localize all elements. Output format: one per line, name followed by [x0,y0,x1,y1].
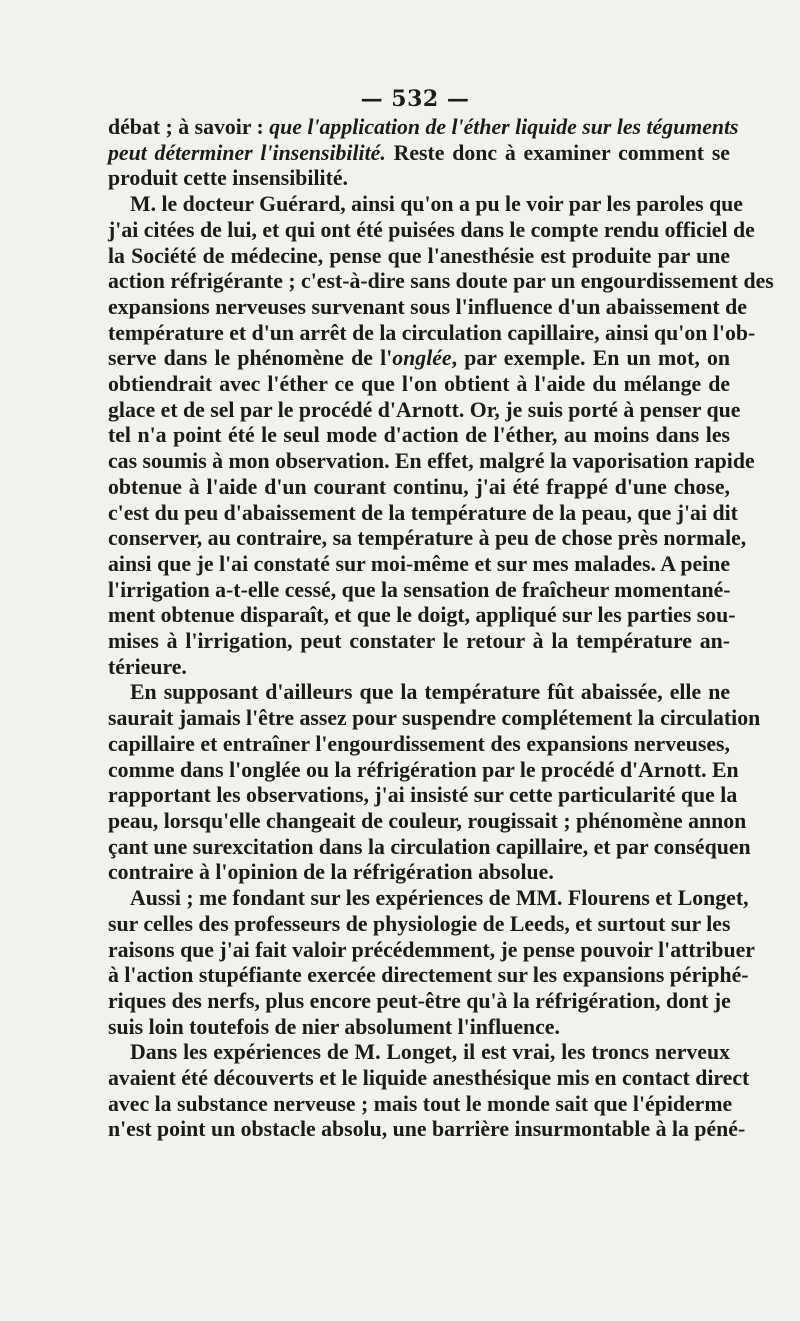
line-text: l'irrigation a-t-elle cessé, que la sensation de fraîcheur momentané- [108,577,731,602]
line-text: n'est point un obstacle absolu, une barrière insurmontable à la péné- [108,1117,746,1142]
paragraph [108,680,761,886]
text-line [108,115,739,141]
line-text: M. le docteur Guérard, ainsi qu'on a pu le voir par les paroles que [130,192,743,217]
line-text: En supposant d'ailleurs que la température fût abaissée, elle ne [130,680,730,705]
line-text: à l'action stupéfiante exercée directement sur les expansions périphé- [108,963,749,988]
line-text: action réfrigérante ; c'est-à-dire sans doute par un engourdissement des [108,269,774,294]
line-text: conserver, au contraire, sa température à peu de chose près normale, [108,526,747,551]
text-line [108,526,747,552]
line-text: serve dans le phénomène de l' [108,346,393,371]
text-line [108,244,730,270]
text-line [108,166,730,192]
text-line [108,500,738,527]
line-text: expansions nerveuses survenant sous l'influence d'un abaissement de [108,294,747,319]
line-text: obtenue à l'aide d'un courant continu, j'ai été frappé d'une chose, [108,474,730,499]
text-line [108,963,749,989]
text-line [108,1040,730,1066]
line-text: la Société de médecine, pense que l'anesthésie est produite par une [108,243,730,268]
text-line [108,192,743,218]
paragraph [108,192,774,680]
text-line [108,886,749,912]
italic-text: que l'application de l'éther liquide sur les téguments [269,115,739,139]
text-line [108,269,774,295]
text-line [108,860,730,886]
text-line [108,449,755,475]
text-line [108,217,755,244]
text-line [108,346,730,372]
line-text: débat ; à savoir : [108,115,270,139]
text-line [108,1117,746,1143]
text-line [108,989,730,1015]
text-line [108,655,730,681]
line-text: capillaire et entraîner l'engourdissement des expansions nerveuses, [108,731,730,756]
text-line [108,320,756,347]
paragraph [108,1040,750,1143]
text-line [108,834,751,861]
text-line [108,706,761,732]
text-line [108,680,730,706]
line-text: glace et de sel par le procédé d'Arnott. Or, je suis porté à penser que [108,397,741,422]
text-line [108,578,730,604]
text-line [108,423,730,449]
italic-text: peut déterminer l'insensibilité. [108,140,386,165]
line-text: avec la substance nerveuse ; mais tout le monde sait que l'épiderme [108,1091,733,1116]
text-line [108,1091,733,1118]
line-text: çant une surexcitation dans la circulation capillaire, et par conséquen [108,834,751,859]
line-text: riques des nerfs, plus encore peut-être qu'à la réfrigération, dont je [108,988,731,1013]
line-text: contraire à l'opinion de la réfrigération absolue. [108,860,554,885]
line-text: sur celles des professeurs de physiologie de Leeds, et surtout sur les [108,911,731,936]
line-text: saurait jamais l'être assez pour suspendre complétement la circulation [108,706,761,731]
text-line [108,1015,730,1041]
line-text: rapportant les observations, j'ai insisté sur cette particularité que la [108,783,738,808]
line-text: avaient été découverts et le liquide anesthésique mis en contact direct [108,1066,750,1091]
line-text: térieure. [108,654,187,679]
text-line [108,937,755,964]
text-line [108,912,730,938]
line-text: ainsi que je l'ai constaté sur moi-même et sur mes malades. A peine [108,551,730,576]
text-line [108,141,730,167]
italic-text: onglée [392,346,452,371]
line-text: c'est du peu d'abaissement de la température de la peau, que j'ai dit [108,500,738,525]
body-text [108,115,774,1143]
line-text: produit cette insensibilité. [108,166,348,191]
line-text: température et d'un arrêt de la circulation capillaire, ainsi qu'on l'ob- [108,320,756,345]
line-text: cas soumis à mon observation. En effet, malgré la vaporisation rapide [108,449,755,474]
text-line [108,294,747,321]
line-text: obtiendrait avec l'éther ce que l'on obtient à l'aide du mélange de [108,372,730,397]
text-line [108,372,730,398]
line-text: peau, lorsqu'elle changeait de couleur, rougissait ; phénomène annon [108,808,747,833]
line-text: comme dans l'onglée ou la réfrigération par le procédé d'Arnott. En [108,757,739,782]
line-text: Reste donc à examiner comment se [385,140,730,165]
line-text: j'ai citées de lui, et qui ont été puisées dans le compte rendu officiel de [108,217,755,242]
line-text: , par exemple. En un mot, on [451,346,731,371]
line-text: ment obtenue disparaît, et que le doigt, appliqué sur les parties sou- [108,603,736,628]
text-line [108,732,730,758]
line-text: Aussi ; me fondant sur les expériences de MM. Flourens et Longet, [130,886,749,911]
text-line [108,397,741,424]
text-line [108,757,739,784]
line-text: tel n'a point été le seul mode d'action de l'éther, au moins dans les [108,423,730,448]
paragraph [108,886,755,1040]
text-line [108,629,730,655]
text-line [108,808,747,835]
line-text: suis loin toutefois de nier absolument l'influence. [108,1014,560,1039]
text-line [108,552,730,578]
text-line [108,475,730,501]
paragraph [108,115,739,192]
line-text: raisons que j'ai fait valoir précédemment, je pense pouvoir l'attribuer [108,937,755,962]
line-text: mises à l'irrigation, peut constater le retour à la température an- [108,629,730,654]
line-text: Dans les expériences de M. Longet, il est vrai, les troncs nerveux [130,1040,730,1065]
text-line [108,1066,750,1092]
page-number: — 532 — [360,86,470,112]
text-line [108,603,736,629]
text-line [108,783,738,809]
